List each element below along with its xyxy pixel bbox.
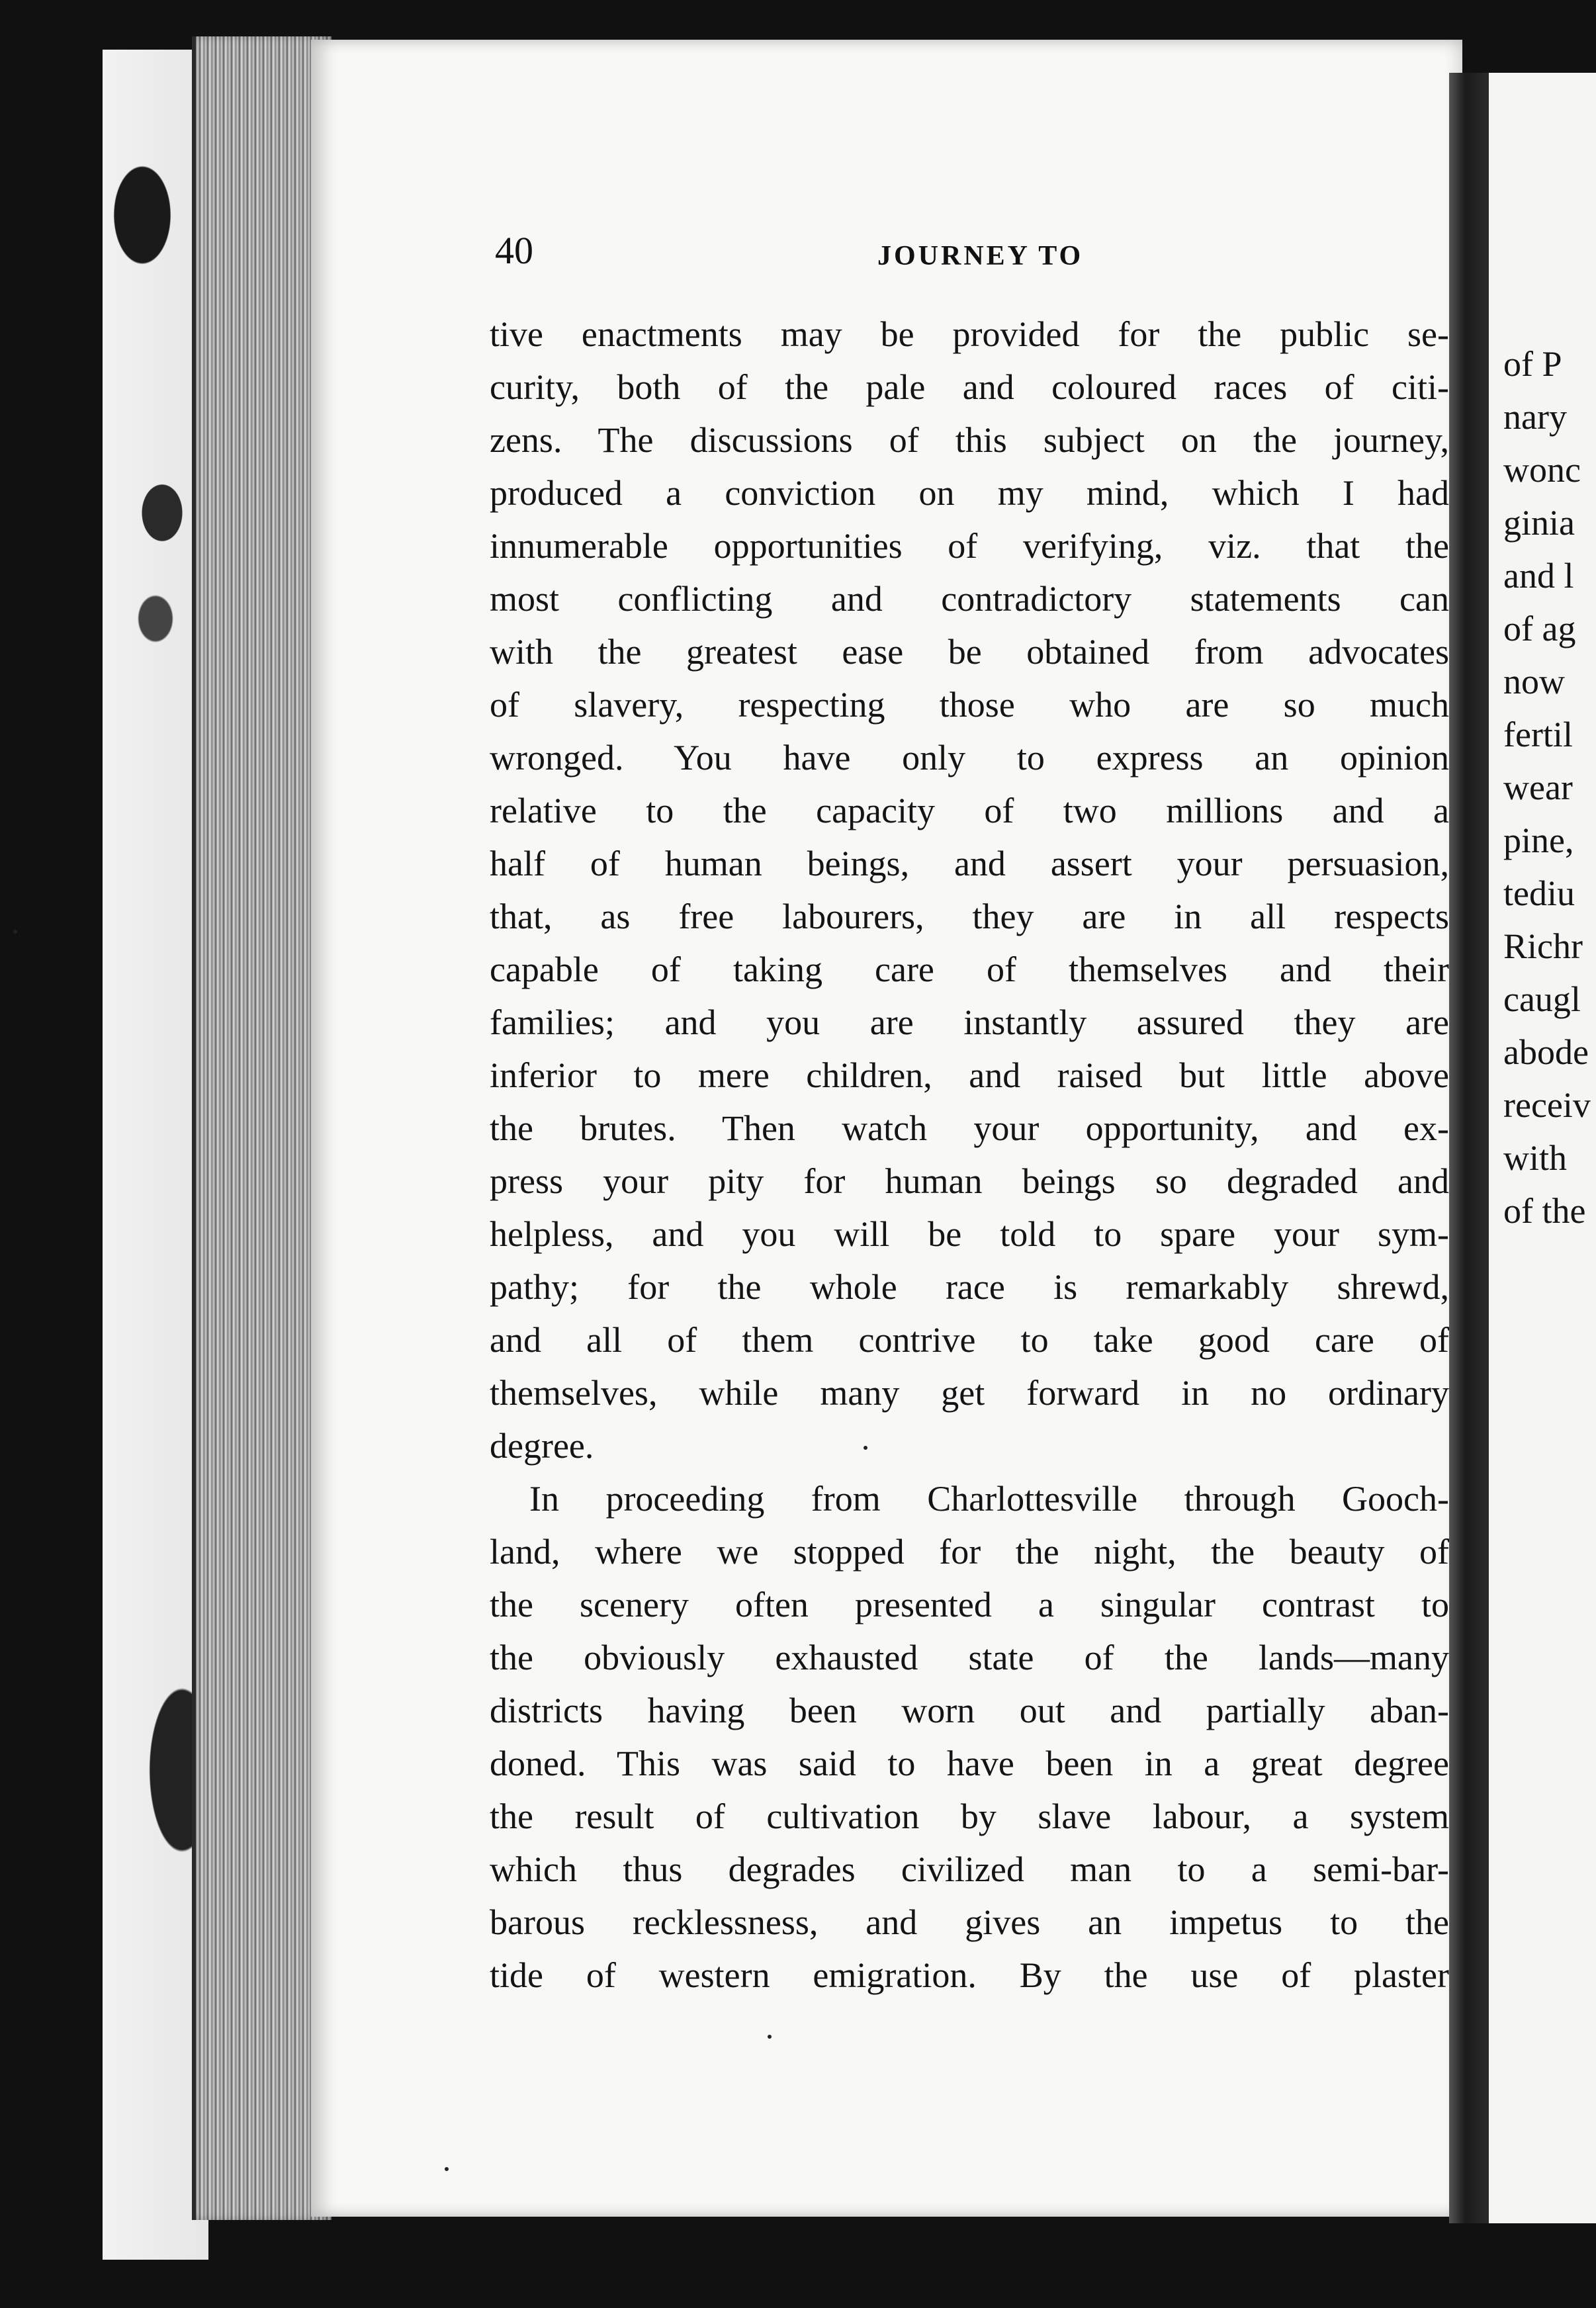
facing-page-line: nary	[1503, 397, 1567, 437]
text-line: zens. The discussions of this subject on the journey,	[490, 420, 1449, 460]
text-line: the obviously exhausted state of the lands—many	[490, 1638, 1449, 1677]
text-line: innumerable opportunities of verifying, viz. that the	[490, 526, 1449, 566]
text-line: tive enactments may be provided for the public se-	[490, 314, 1449, 354]
text-line: land, where we stopped for the night, the beauty of	[490, 1532, 1449, 1572]
text-line: which thus degrades civilized man to a semi-bar-	[490, 1849, 1449, 1889]
facing-page-line: fertil	[1503, 715, 1573, 754]
text-line: with the greatest ease be obtained from advocates	[490, 632, 1449, 672]
text-line: the brutes. Then watch your opportunity, and ex-	[490, 1108, 1449, 1148]
facing-page-line: wonc	[1503, 450, 1581, 490]
facing-page-line: tediu	[1503, 873, 1575, 913]
text-line: the scenery often presented a singular contrast to	[490, 1585, 1449, 1624]
facing-page-fragment	[1489, 73, 1596, 2223]
text-line: relative to the capacity of two millions and a	[490, 791, 1449, 830]
facing-page-line: ginia	[1503, 503, 1575, 543]
text-line: families; and you are instantly assured they are	[490, 1002, 1449, 1042]
text-line: districts having been worn out and partially aban-	[490, 1691, 1449, 1730]
text-line: press your pity for human beings so degraded and	[490, 1161, 1449, 1201]
facing-page-line: of ag	[1503, 609, 1576, 648]
facing-page-line: abode	[1503, 1032, 1589, 1072]
text-line: that, as free labourers, they are in all respects	[490, 897, 1449, 936]
facing-page-line: Richr	[1503, 926, 1583, 966]
facing-page-line: now	[1503, 662, 1565, 701]
facing-page-line: receiv	[1503, 1085, 1591, 1125]
facing-page-line: wear	[1503, 768, 1573, 807]
facing-page-line: caugl	[1503, 979, 1581, 1019]
text-line: helpless, and you will be told to spare your sym-	[490, 1214, 1449, 1254]
text-line: inferior to mere children, and raised but little above	[490, 1055, 1449, 1095]
scan-speck	[768, 2035, 772, 2039]
text-line: doned. This was said to have been in a great degree	[490, 1744, 1449, 1783]
text-line: barous recklessness, and gives an impetus to the	[490, 1902, 1449, 1942]
page-number: 40	[495, 229, 533, 272]
running-head: JOURNEY TO	[877, 241, 1084, 271]
text-line: In proceeding from Charlottesville through Gooch-	[529, 1479, 1449, 1519]
text-line: half of human beings, and assert your persuasion,	[490, 844, 1449, 883]
text-line: tide of western emigration. By the use of plaster	[490, 1955, 1449, 1995]
facing-page-line: pine,	[1503, 821, 1574, 860]
text-line: pathy; for the whole race is remarkably shrewd,	[490, 1267, 1449, 1307]
page-body-text	[490, 308, 1449, 2002]
text-line: the result of cultivation by slave labour, a system	[490, 1797, 1449, 1836]
text-line: capable of taking care of themselves and their	[490, 950, 1449, 989]
scan-speck	[445, 2167, 449, 2171]
text-line: degree.	[490, 1426, 594, 1466]
text-line: of slavery, respecting those who are so much	[490, 685, 1449, 725]
page-header	[495, 228, 1448, 281]
text-line: and all of them contrive to take good care of	[490, 1320, 1449, 1360]
facing-page-line: of P	[1503, 344, 1562, 384]
text-line: curity, both of the pale and coloured races of citi-	[490, 367, 1449, 407]
facing-page-line: with	[1503, 1138, 1568, 1178]
facing-page-line: of the	[1503, 1191, 1586, 1231]
scan-speck	[864, 1446, 867, 1450]
text-line: wronged. You have only to express an opinion	[490, 738, 1449, 777]
scan-speck	[13, 930, 17, 934]
text-line: most conflicting and contradictory statements can	[490, 579, 1449, 619]
facing-page-line: and l	[1503, 556, 1574, 596]
book-gutter-shadow	[1449, 73, 1489, 2223]
text-line: produced a conviction on my mind, which I had	[490, 473, 1449, 513]
text-line: themselves, while many get forward in no ordinary	[490, 1373, 1449, 1413]
